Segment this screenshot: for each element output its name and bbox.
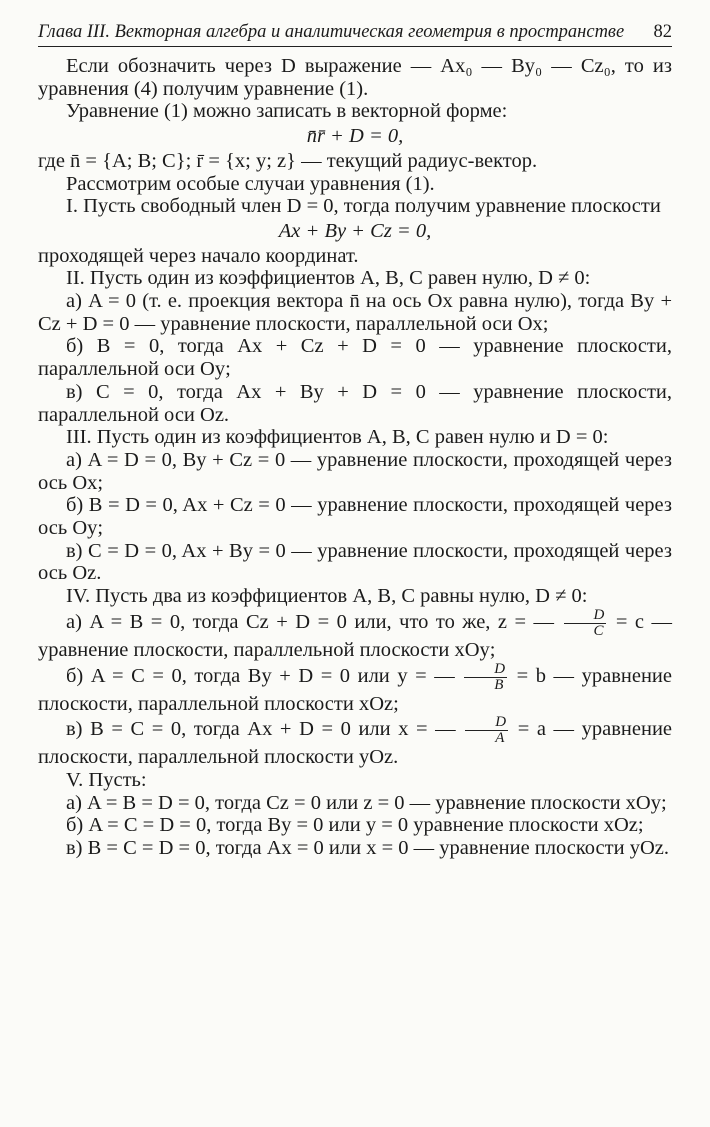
fraction-numerator: D [465,715,508,731]
fraction-numerator: D [564,608,607,624]
paragraph: V. Пусть: [66,768,147,791]
fraction [465,715,508,746]
paragraph: б) B = 0, тогда Ax + Cz + D = 0 — уравнение плоскости, параллельной оси Oy; [38,335,672,381]
fraction-denominator: C [593,622,604,639]
paragraph [38,715,672,769]
paragraph: в) C = 0, тогда Ax + By + D = 0 — уравнение плоскости, параллельной оси Oz. [38,380,672,426]
paragraph: а) A = 0 (т. е. проекция вектора n̄ на ось Ox равна нулю), тогда By + Cz + D = 0 — уравнение плоскости, параллельной оси Ox; [38,290,672,335]
body-text [38,55,672,860]
running-header [38,22,672,47]
fraction [464,662,507,693]
fraction-numerator: D [464,662,507,678]
paragraph: II. Пусть один из коэффициентов A, B, C равен нулю, D ≠ 0: [66,267,591,290]
text-run: б) A = C = 0, тогда By + D = 0 или y = — [66,664,455,687]
vector-equation: n̄r̄ + D = 0, [306,125,404,148]
paragraph: а) A = D = 0, By + Cz = 0 — уравнение плоскости, проходящей через ось Ox; [38,448,672,494]
text-run: = b — уравнение плоскости, параллельной плоскости xOz; [38,664,672,715]
paragraph: III. Пусть один из коэффициентов A, B, C равен нулю и D = 0: [66,426,609,449]
paragraph: где n̄ = {A; B; C}; r̄ = {x; y; z} — текущий радиус-вектор. [38,149,538,172]
paragraph: б) A = C = D = 0, тогда By = 0 или y = 0 уравнение плоскости xOz; [66,814,644,837]
paragraph: IV. Пусть два из коэффициентов A, B, C равны нулю, D ≠ 0: [66,585,588,608]
paragraph: I. Пусть свободный член D = 0, тогда получим уравнение плоскости [66,195,661,218]
fraction-denominator: B [494,676,504,693]
paragraph: проходящей через начало координат. [38,244,359,267]
paragraph: Рассмотрим особые случаи уравнения (1). [66,172,435,195]
paragraph [38,662,672,716]
paragraph: в) B = C = D = 0, тогда Ax = 0 или x = 0 — уравнение плоскости yOz. [66,837,669,860]
paragraph: Если обозначить через D выражение — Ax₀ — By₀ — Cz₀, то из уравнения (4) получим уравнение (1). [38,55,672,100]
text-run: = c — уравнение плоскости, параллельной плоскости xOy; [38,611,672,661]
text-run: в) B = C = 0, тогда Ax + D = 0 или x = — [66,718,456,741]
paragraph: б) B = D = 0, Ax + Cz = 0 — уравнение плоскости, проходящей через ось Oy; [38,494,672,540]
text-run: а) A = B = 0, тогда Cz + D = 0 или, что то же, z = — [66,611,555,634]
paragraph: в) C = D = 0, Ax + By = 0 — уравнение плоскости, проходящей через ось Oz. [38,539,672,585]
plane-equation: Ax + By + Cz = 0, [278,219,432,242]
fraction-denominator: A [495,730,505,747]
fraction [564,608,607,639]
paragraph: Уравнение (1) можно записать в векторной форме: [66,100,508,123]
text-run: = a — уравнение плоскости, параллельной плоскости yOz. [38,718,673,769]
page-number: 82 [653,22,672,42]
paragraph [38,608,672,662]
paragraph: а) A = B = D = 0, тогда Cz = 0 или z = 0 — уравнение плоскости xOy; [66,791,667,814]
chapter-title: Глава III. Векторная алгебра и аналитическая геометрия в пространстве [38,22,625,42]
